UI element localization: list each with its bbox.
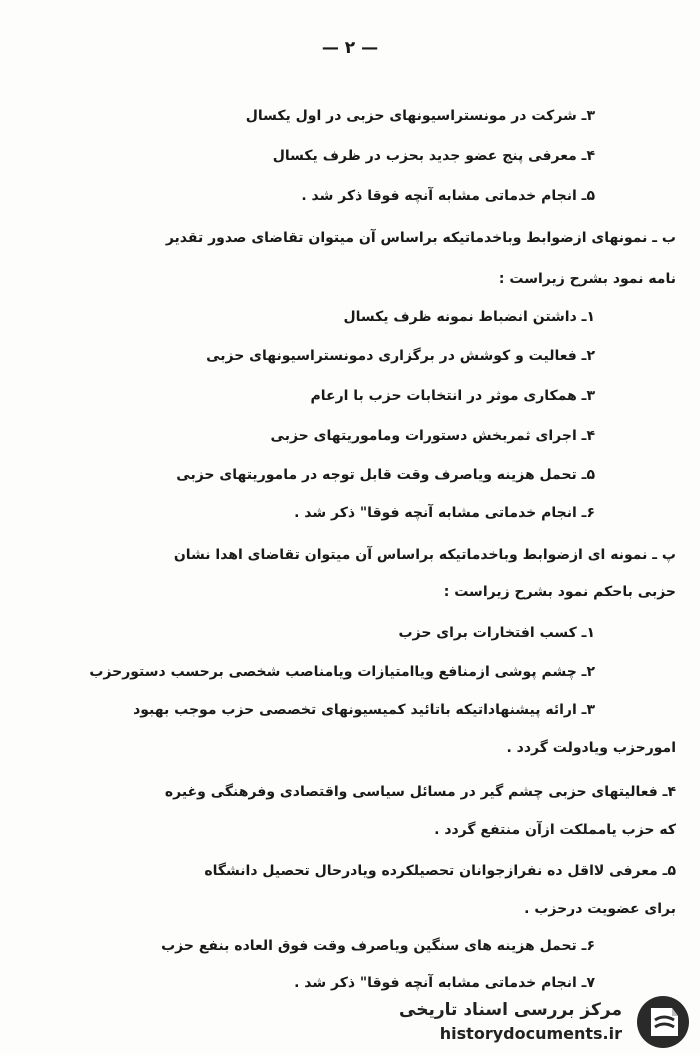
list-item: ۲ـ چشم پوشی ازمنافع ویاامتیازات ویامناصب شخصی برحسب دستورحزب [89,664,595,680]
list-item: ۴ـ اجرای ثمربخش دستورات وماموریتهای حزبی [270,428,595,444]
list-item: ۳ـ شرکت در مونستراسیونهای حزبی در اول یکسال [245,108,595,124]
list-item: ۵ـ انجام خدماتی مشابه آنچه فوقا ذکر شد . [301,188,595,204]
list-item: ۱ـ داشتن انضباط نمونه ظرف یکسال [343,309,595,325]
list-item: ۳ـ ارائه پیشنهاداتیکه باتائید کمیسیونهای تخصصی حزب موجب بهبود [133,702,595,718]
list-item-continuation: برای عضویت درحزب . [524,901,676,917]
list-item: ۵ـ تحمل هزینه ویاصرف وقت قابل توجه در ماموریتهای حزبی [176,467,595,483]
watermark-title: مرکز بررسی اسناد تاریخی [399,1000,622,1020]
list-item: ۴ـ فعالیتهای حزبی چشم گیر در مسائل سیاسی واقتصادی وفرهنگی وغیره [164,784,676,800]
archive-logo-icon [634,994,692,1050]
list-item: ۶ـ انجام خدماتی مشابه آنچه فوقا" ذکر شد . [294,505,595,521]
list-item-continuation: که حزب یامملکت ازآن منتفع گردد . [434,822,676,838]
list-item: ۶ـ تحمل هزینه های سنگین ویاصرف وقت فوق العاده بنفع حزب [161,938,595,954]
section-heading-continuation: حزبی باحکم نمود بشرح زیراست : [443,584,676,600]
list-item: ۱ـ کسب افتخارات برای حزب [398,625,595,641]
page-number: — ۲ — [321,38,379,58]
section-heading: پ ـ نمونه ای ازضوابط وباخدماتیکه براساس آن میتوان تقاضای اهدا نشان [173,547,676,563]
list-item: ۵ـ معرفی لااقل ده نفرازجوانان تحصیلکرده ویادرحال تحصیل دانشگاه [204,863,676,879]
section-heading: ب ـ نمونهای ازضوابط وباخدماتیکه براساس آن میتوان تقاضای صدور تقدیر [165,230,676,246]
list-item: ۷ـ انجام خدماتی مشابه آنچه فوقا" ذکر شد . [294,975,595,991]
section-heading-continuation: نامه نمود بشرح زیراست : [498,271,676,287]
list-item: ۳ـ همکاری موثر در انتخابات حزب با ارعام [310,388,595,404]
list-item: ۲ـ فعالیت و کوشش در برگزاری دمونستراسیونهای حزبی [206,348,595,364]
list-item: ۴ـ معرفی پنج عضو جدید بحزب در ظرف یکسال [272,148,595,164]
list-item-continuation: امورحزب ویادولت گردد . [506,740,676,756]
watermark-url: historydocuments.ir [439,1024,622,1043]
